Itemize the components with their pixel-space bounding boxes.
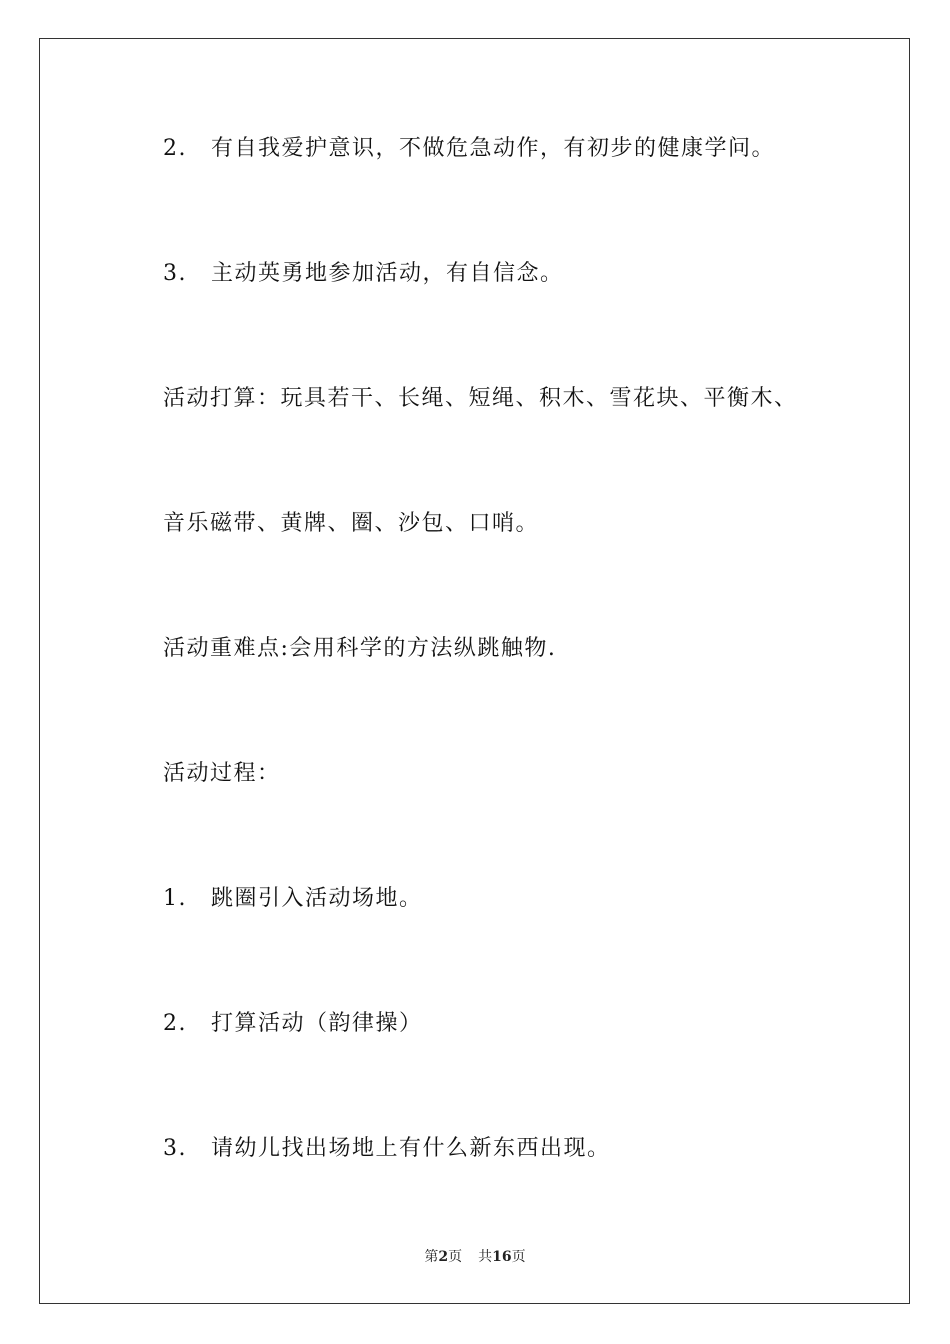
page-current: 2	[438, 1249, 449, 1265]
total-prefix: 共	[478, 1249, 493, 1265]
paragraph-line	[163, 384, 798, 414]
list-item	[163, 134, 775, 164]
paragraph-text: 活动重难点:会用科学的方法纵跳触物.	[163, 636, 557, 661]
paragraph-text: 音乐磁带、黄牌、圈、沙包、口哨。	[163, 511, 540, 536]
list-number: 3.	[163, 1136, 187, 1161]
total-suffix: 页	[511, 1249, 526, 1265]
page-frame	[39, 38, 910, 1304]
list-text: 有自我爱护意识，不做危急动作，有初步的健康学问。	[211, 136, 776, 161]
list-item	[163, 1009, 423, 1039]
paragraph-text: 活动打算：玩具若干、长绳、短绳、积木、雪花块、平衡木、	[163, 386, 798, 411]
list-text: 主动英勇地参加活动，有自信念。	[211, 261, 564, 286]
page-suffix: 页	[448, 1249, 463, 1265]
list-item	[163, 884, 423, 914]
list-number: 2.	[163, 1011, 187, 1036]
list-number: 2.	[163, 136, 187, 161]
list-text: 打算活动（韵律操）	[211, 1011, 423, 1036]
page-prefix: 第	[424, 1249, 439, 1265]
paragraph-line	[163, 634, 556, 664]
list-item	[163, 259, 564, 289]
list-text: 跳圈引入活动场地。	[211, 886, 423, 911]
page-footer	[0, 1248, 950, 1266]
paragraph-line	[163, 509, 539, 539]
heading-text: 活动过程：	[163, 761, 281, 786]
list-number: 1.	[163, 886, 187, 911]
section-heading	[163, 759, 281, 789]
list-item	[163, 1134, 611, 1164]
list-text: 请幼儿找出场地上有什么新东西出现。	[211, 1136, 611, 1161]
list-number: 3.	[163, 261, 187, 286]
page-total: 16	[492, 1249, 512, 1265]
